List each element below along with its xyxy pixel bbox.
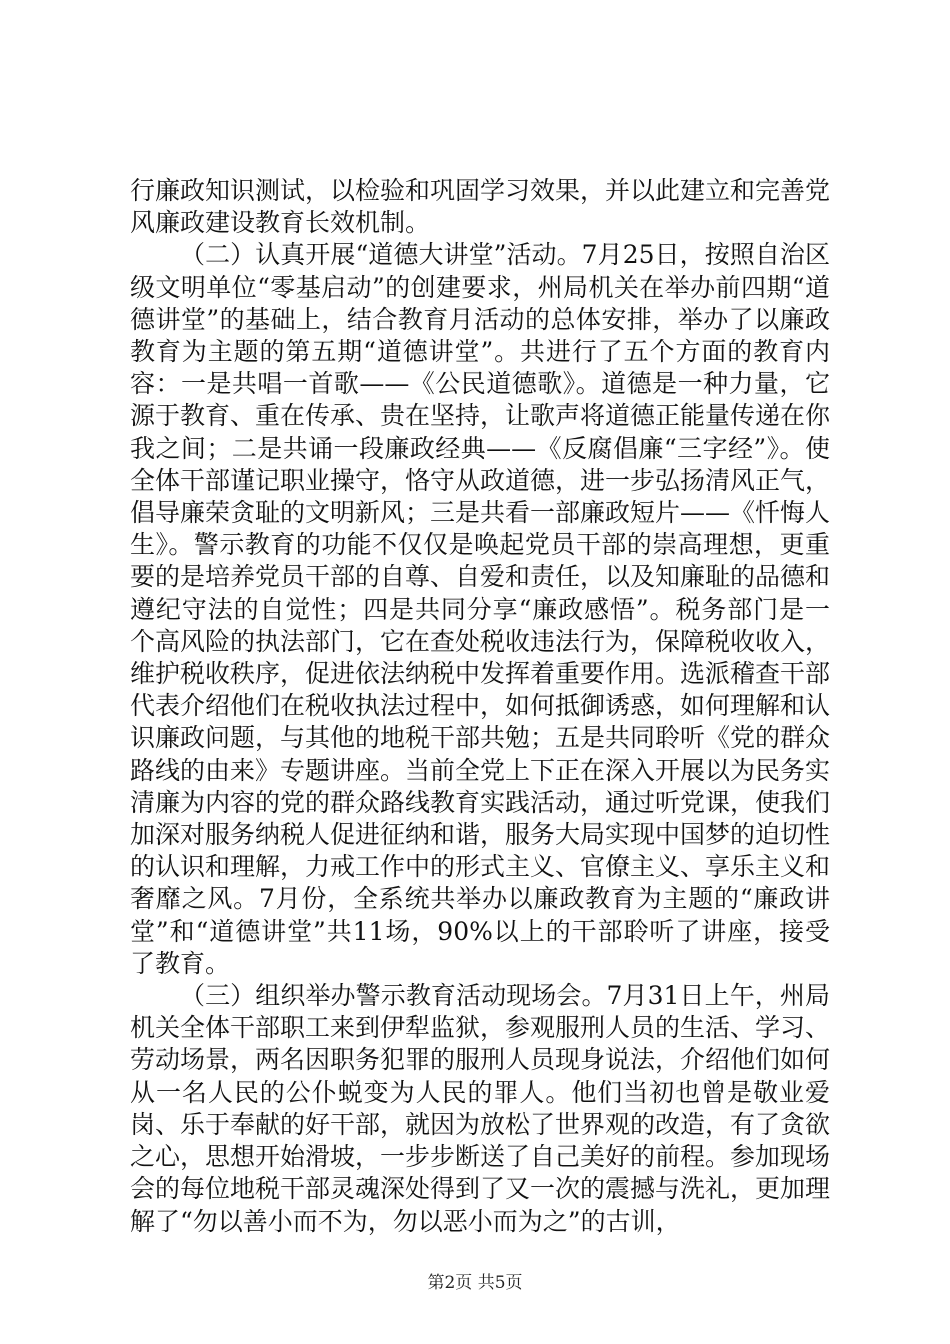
document-body — [130, 175, 830, 1238]
paragraph-continuation: 行廉政知识测试，以检验和巩固学习效果，并以此建立和完善党风廉政建设教育长效机制。 — [130, 176, 831, 238]
paragraph-warning-education: （三）组织举办警示教育活动现场会。7月31日上午，州局机关全体干部职工来到伊犁监狱，参观服刑人员的生活、学习、劳动场景，两名因职务犯罪的服刑人员现身说法，介绍他们如何从一名人民的公仆蜕变为人民的罪人。他们当初也曾是敬业爱岗、乐于奉献的好干部，就因为放松了世界观的改造，有了贪欲之心，思想开始滑坡，一步步断送了自己美好的前程。参加现场会的每位地税干部灵魂深处得到了又一次的震撼与洗礼，更加理解了“勿以善小而不为，勿以恶小而为之”的古训， — [130, 981, 831, 1236]
paragraph-moral-lecture: （二）认真开展“道德大讲堂”活动。7月25日，按照自治区级文明单位“零基启动”的创建要求，州局机关在举办前四期“道德讲堂”的基础上，结合教育月活动的总体安排，举办了以廉政教育为主题的第五期“道德讲堂”。共进行了五个方面的教育内容：一是共唱一首歌——《公民道德歌》。道德是一种力量，它源于教育、重在传承、贵在坚持，让歌声将道德正能量传递在你我之间；二是共诵一段廉政经典——《反腐倡廉“三字经”》。使全体干部谨记职业操守，恪守从政道德，进一步弘扬清风正气，倡导廉荣贪耻的文明新风；三是共看一部廉政短片——《忏悔人生》。警示教育的功能不仅仅是唤起党员干部的崇高理想，更重要的是培养党员干部的自尊、自爱和责任，以及知廉耻的品德和遵纪守法的自觉性；四是共同分享“廉政感悟”。税务部门是一个高风险的执法部门，它在查处税收违法行为，保障税收收入，维护税收秩序，促进依法纳税中发挥着重要作用。选派稽查干部代表介绍他们在税收执法过程中，如何抵御诱惑，如何理解和认识廉政问题，与其他的地税干部共勉；五是共同聆听《党的群众路线的由来》专题讲座。当前全党上下正在深入开展以为民务实清廉为内容的党的群众路线教育实践活动，通过听党课，使我们加深对服务纳税人促进征纳和谐，服务大局实现中国梦的迫切性的认识和理解，力戒工作中的形式主义、官僚主义、享乐主义和奢靡之风。7月份，全系统共举办以廉政教育为主题的“廉政讲堂”和“道德讲堂”共11场，90%以上的干部聆听了讲座，接受了教育。 — [130, 240, 831, 978]
page-footer: 第2页 共5页 — [427, 1273, 523, 1293]
